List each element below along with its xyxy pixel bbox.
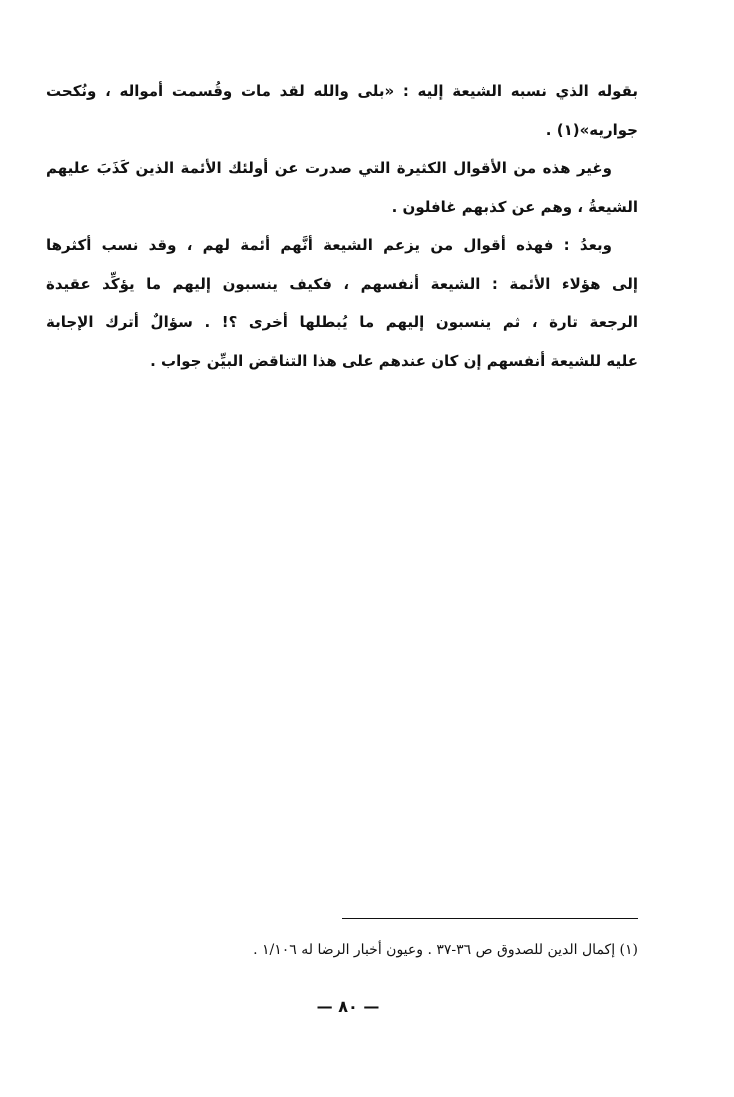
text-line: جواريه»(١) .: [545, 120, 638, 139]
text-line: وغير هذه من الأقوال الكثيرة التي صدرت عن أولئك الأئمة الذين كَذَبَ عليهم: [46, 159, 612, 177]
text-line: بقوله الذي نسبه الشيعة إليه : «بلى والله لقد مات وقُسمت أمواله ، ونُكحت: [46, 82, 638, 100]
footnote: (١) إكمال الدين للصدوق ص ٣٦-٣٧ . وعيون أخبار الرضا له ١/١٠٦ .: [253, 942, 638, 958]
footnote-separator: [342, 918, 638, 919]
text-line: الشيعةُ ، وهم عن كذبهم غافلون .: [391, 197, 638, 216]
body-text: [46, 72, 638, 380]
text-line: إلى هؤلاء الأئمة : الشيعة أنفسهم ، فكيف ينسبون إليهم ما يؤكِّد عقيدة: [46, 274, 638, 293]
text-line: عليه للشيعة أنفسهم إن كان عندهم على هذا التناقض البيِّن جواب .: [150, 351, 638, 370]
text-line: وبعدُ : فهذه أقوال من يزعم الشيعة أنَّهم أئمة لهم ، وقد نسب أكثرها: [46, 236, 612, 254]
text-line: الرجعة تارة ، ثم ينسبون إليهم ما يُبطلها أخرى ؟! . سؤالٌ أترك الإجابة: [46, 313, 638, 331]
page-number: — ٨٠ —: [316, 997, 380, 1016]
